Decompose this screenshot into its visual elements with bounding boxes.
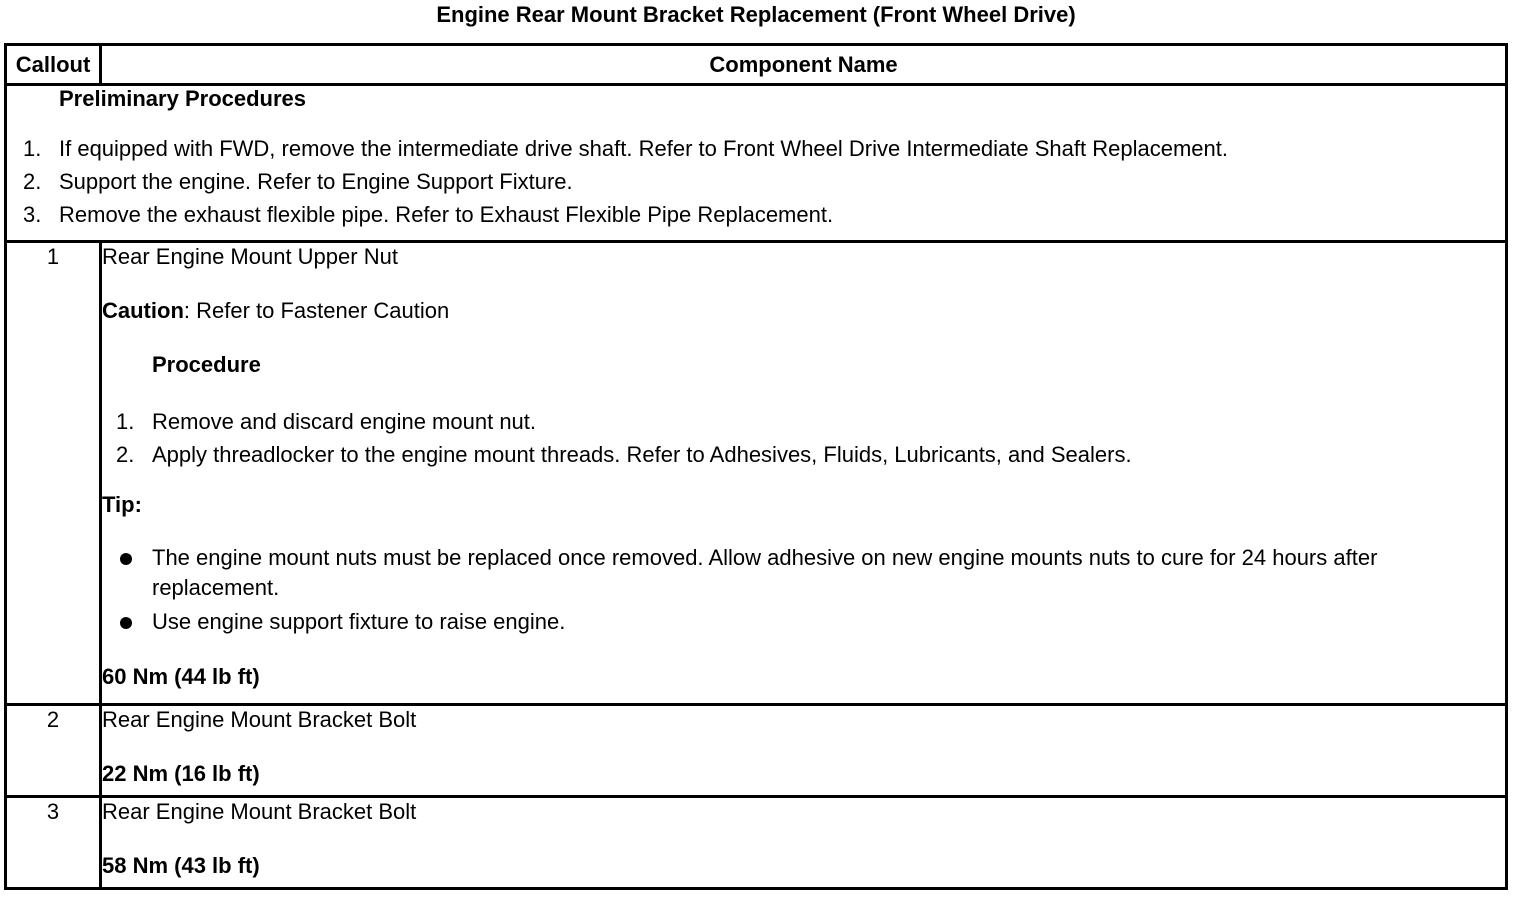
caution-note <box>102 297 1505 325</box>
tip-text: Use engine support fixture to raise engine. <box>152 609 566 634</box>
step-text: Support the engine. Refer to Engine Support Fixture. <box>59 169 573 194</box>
caution-label: Caution <box>102 298 184 323</box>
table-row <box>6 797 1507 889</box>
step-text: Remove and discard engine mount nut. <box>152 409 537 434</box>
preliminary-steps <box>7 132 1505 231</box>
callout-number: 3 <box>6 797 101 889</box>
list-item <box>102 607 1505 637</box>
list-item <box>102 405 1505 438</box>
header-callout: Callout <box>6 45 101 85</box>
step-number: 1. <box>23 136 42 161</box>
step-text: Remove the exhaust flexible pipe. Refer to Exhaust Flexible Pipe Replacement. <box>59 202 834 227</box>
list-item <box>102 438 1505 471</box>
preliminary-row <box>6 85 1507 242</box>
step-number: 1. <box>116 409 135 434</box>
preliminary-cell <box>6 85 1507 242</box>
list-item <box>7 132 1505 165</box>
tip-label: Tip: <box>102 492 142 517</box>
torque-spec: 60 Nm (44 lb ft) <box>102 664 260 689</box>
preliminary-heading: Preliminary Procedures <box>59 86 307 111</box>
bullet-icon <box>120 553 132 565</box>
table-header-row <box>6 45 1507 85</box>
component-cell <box>101 242 1507 705</box>
torque-spec: 58 Nm (43 lb ft) <box>102 853 260 878</box>
page-title: Engine Rear Mount Bracket Replacement (Front Wheel Drive) <box>436 2 1076 27</box>
tip-text: The engine mount nuts must be replaced once removed. Allow adhesive on new engine mounts nuts to cure for 24 hours after replacement. <box>152 545 1378 600</box>
table-row <box>6 242 1507 705</box>
callout-number: 1 <box>6 242 101 705</box>
procedure-table <box>4 43 1508 890</box>
component-name: Rear Engine Mount Bracket Bolt <box>102 707 417 732</box>
header-component-name: Component Name <box>101 45 1507 85</box>
step-text: Apply threadlocker to the engine mount threads. Refer to Adhesives, Fluids, Lubricants, and Sealers. <box>152 442 1132 467</box>
callout-number: 2 <box>6 705 101 797</box>
component-cell <box>101 797 1507 889</box>
list-item <box>7 165 1505 198</box>
list-item <box>7 198 1505 231</box>
tip-list <box>102 543 1505 637</box>
component-name: Rear Engine Mount Upper Nut <box>102 244 398 269</box>
torque-spec: 22 Nm (16 lb ft) <box>102 761 260 786</box>
step-number: 3. <box>23 202 42 227</box>
caution-text: : Refer to Fastener Caution <box>183 298 450 323</box>
component-name: Rear Engine Mount Bracket Bolt <box>102 799 417 824</box>
procedure-heading: Procedure <box>152 352 261 377</box>
table-row <box>6 705 1507 797</box>
step-text: If equipped with FWD, remove the intermediate drive shaft. Refer to Front Wheel Drive Intermediate Shaft Replacement. <box>59 136 1228 161</box>
bullet-icon <box>120 617 132 629</box>
component-cell <box>101 705 1507 797</box>
procedure-steps <box>102 405 1505 471</box>
step-number: 2. <box>116 442 135 467</box>
step-number: 2. <box>23 169 42 194</box>
list-item <box>102 543 1505 603</box>
